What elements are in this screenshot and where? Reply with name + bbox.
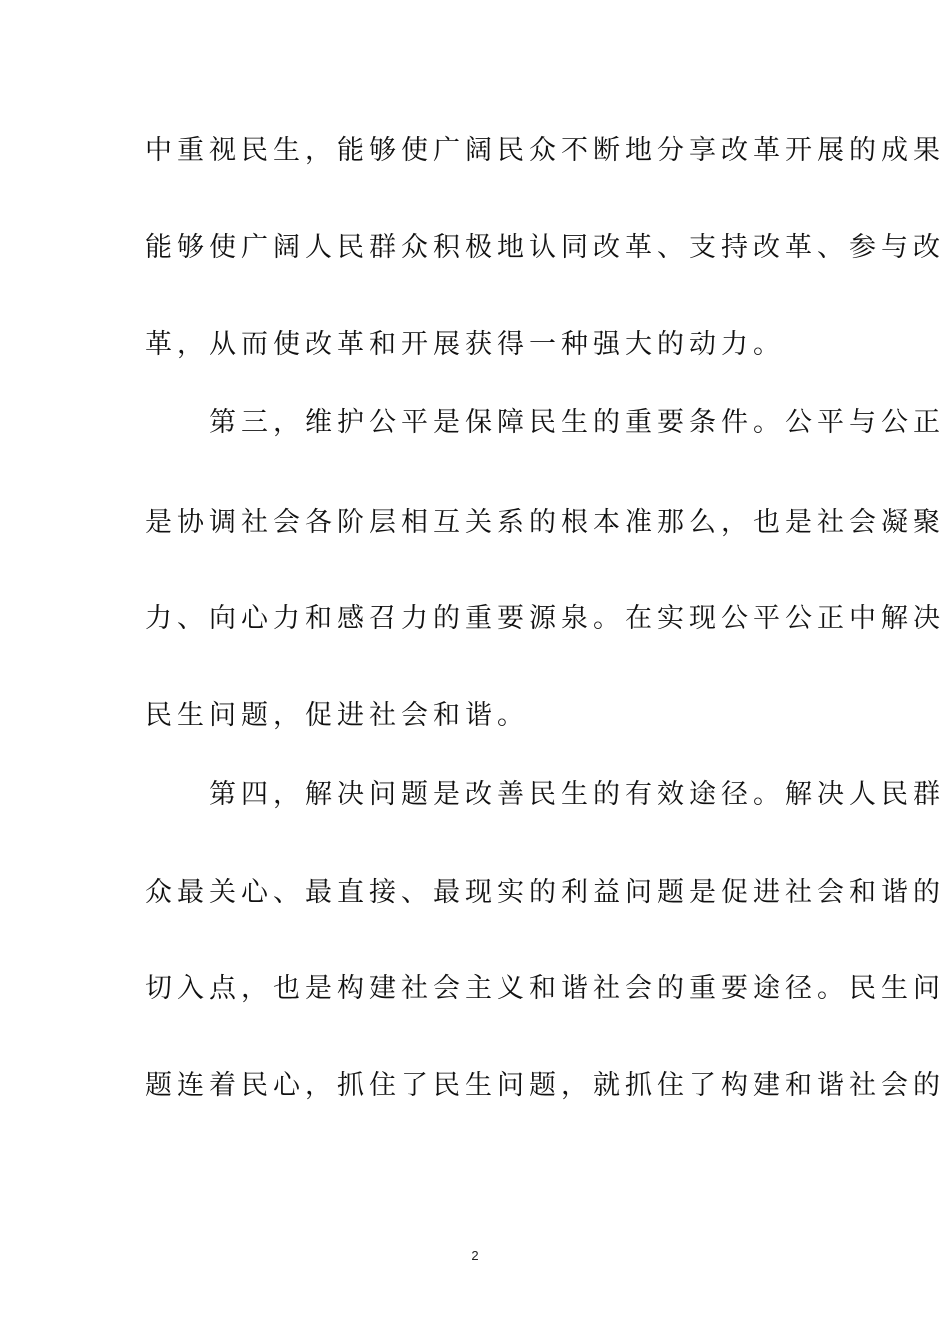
text-line-9: 众最关心、最直接、最现实的利益问题是促进社会和谐的	[145, 877, 945, 908]
text-line-4: 第三，维护公平是保障民生的重要条件。公平与公正	[145, 407, 945, 438]
text-line-1: 中重视民生，能够使广阔民众不断地分享改革开展的成果	[145, 135, 945, 166]
text-line-6: 力、向心力和感召力的重要源泉。在实现公平公正中解决	[145, 603, 945, 634]
text-line-2: 能够使广阔人民群众积极地认同改革、支持改革、参与改	[145, 232, 945, 263]
page-number: 2	[471, 1248, 479, 1263]
text-line-8: 第四，解决问题是改善民生的有效途径。解决人民群	[145, 779, 945, 810]
text-line-7: 民生问题，促进社会和谐。	[145, 700, 529, 731]
text-line-10: 切入点，也是构建社会主义和谐社会的重要途径。民生问	[145, 973, 945, 1004]
text-line-5: 是协调社会各阶层相互关系的根本准那么，也是社会凝聚	[145, 507, 945, 538]
text-line-3: 革，从而使改革和开展获得一种强大的动力。	[145, 329, 785, 360]
text-line-11: 题连着民心，抓住了民生问题，就抓住了构建和谐社会的	[145, 1070, 945, 1101]
